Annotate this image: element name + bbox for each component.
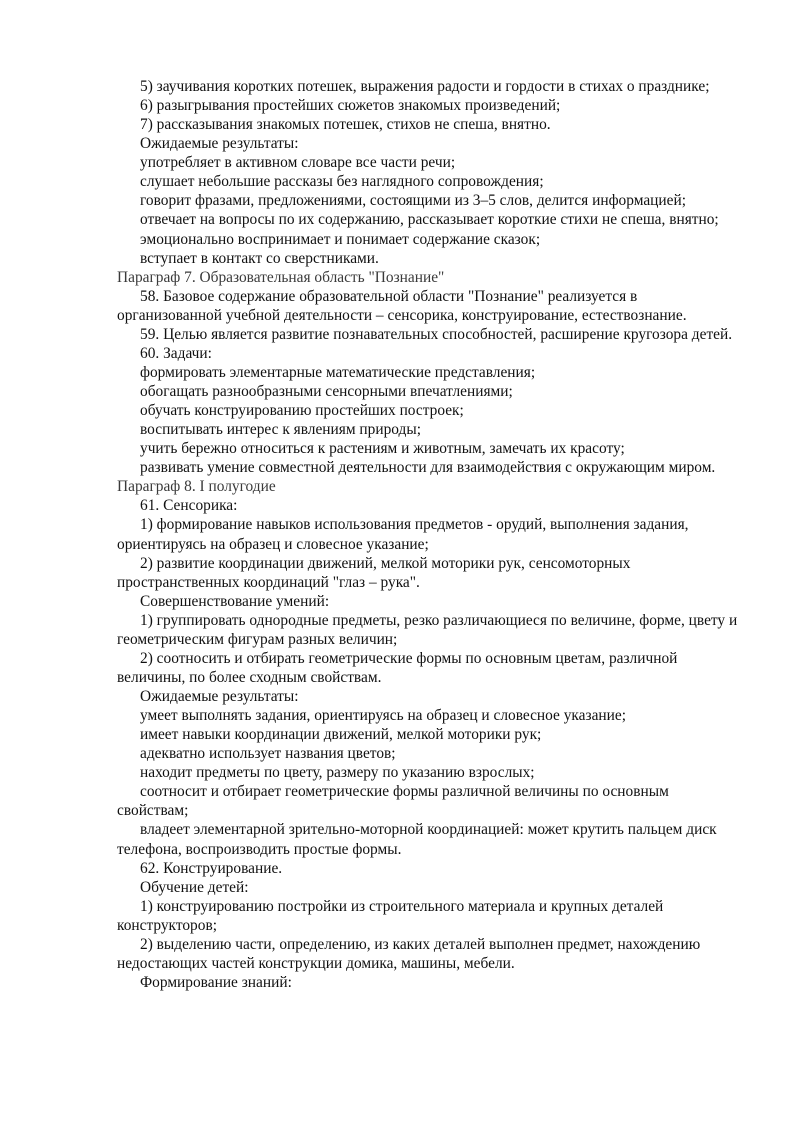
paragraph: 61. Сенсорика: <box>140 497 238 515</box>
paragraph: 5) заучивания коротких потешек, выражения радости и гордости в стихах о празднике; <box>140 78 710 95</box>
paragraph: Формирование знаний: <box>140 973 292 991</box>
paragraph: вступает в контакт со сверстниками. <box>140 249 379 267</box>
paragraph: 1) конструированию постройки из строительного материала и крупных деталей конструкторов; <box>117 897 664 934</box>
paragraph: воспитывать интерес к явлениям природы; <box>140 421 421 439</box>
paragraph: владеет элементарной зрительно-моторной координацией: может крутить пальцем диск телефона, воспроизводить простые формы. <box>117 821 717 858</box>
section-heading: Параграф 8. I полугодие <box>117 478 276 496</box>
paragraph: имеет навыки координации движений, мелкой моторики рук; <box>140 726 542 744</box>
paragraph: 7) рассказывания знакомых потешек, стихов не спеша, внятно. <box>140 116 551 134</box>
paragraph: Ожидаемые результаты: <box>140 688 299 705</box>
document-body <box>117 77 743 992</box>
paragraph: учить бережно относиться к растениям и животным, замечать их красоту; <box>140 440 625 458</box>
paragraph: 1) группировать однородные предметы, резко различающиеся по величине, форме, цвету и геометрическим фигурам разных величин; <box>117 611 738 648</box>
paragraph: 2) выделению части, определению, из каких деталей выполнен предмет, нахождению недостающих частей конструкции домика, машины, мебели. <box>117 935 701 972</box>
paragraph: 2) развитие координации движений, мелкой моторики рук, сенсомоторных пространственных координаций "глаз – рука". <box>117 554 631 591</box>
paragraph: Ожидаемые результаты: <box>140 135 299 153</box>
paragraph: отвечает на вопросы по их содержанию, рассказывает короткие стихи не спеша, внятно; <box>140 211 719 229</box>
paragraph: говорит фразами, предложениями, состоящими из 3–5 слов, делится информацией; <box>140 192 686 210</box>
paragraph: соотносит и отбирает геометрические формы различной величины по основным свойствам; <box>117 783 669 820</box>
paragraph: 6) разыгрывания простейших сюжетов знакомых произведений; <box>140 97 561 115</box>
paragraph: развивать умение совместной деятельности для взаимодействия с окружающим миром. <box>140 459 716 477</box>
paragraph: формировать элементарные математические представления; <box>140 363 536 381</box>
section-heading: Параграф 7. Образовательная область "Познание" <box>117 268 445 286</box>
paragraph: находит предметы по цвету, размеру по указанию взрослых; <box>140 764 535 782</box>
paragraph: 58. Базовое содержание образовательной области "Познание" реализуется в организованной учебной деятельности – сенсорика, конструирование, естествознание. <box>117 287 687 324</box>
paragraph: 59. Целью является развитие познавательных способностей, расширение кругозора детей. <box>140 325 733 343</box>
paragraph: употребляет в активном словаре все части речи; <box>140 154 456 172</box>
paragraph: обогащать разнообразными сенсорными впечатлениями; <box>140 383 513 400</box>
paragraph: обучать конструированию простейших построек; <box>140 402 464 420</box>
paragraph: адекватно использует названия цветов; <box>140 745 396 763</box>
paragraph: Совершенствование умений: <box>140 592 330 610</box>
paragraph: 60. Задачи: <box>140 344 212 362</box>
paragraph: 2) соотносить и отбирать геометрические формы по основным цветам, различной величины, по более сходным свойствам. <box>117 649 678 686</box>
paragraph: Обучение детей: <box>140 878 249 896</box>
paragraph: 1) формирование навыков использования предметов - орудий, выполнения задания, ориентируясь на образец и словесное указание; <box>117 516 689 553</box>
paragraph: 62. Конструирование. <box>140 859 283 877</box>
paragraph: слушает небольшие рассказы без наглядного сопровождения; <box>140 173 544 191</box>
paragraph: эмоционально воспринимает и понимает содержание сказок; <box>140 230 541 248</box>
paragraph: умеет выполнять задания, ориентируясь на образец и словесное указание; <box>140 707 626 725</box>
